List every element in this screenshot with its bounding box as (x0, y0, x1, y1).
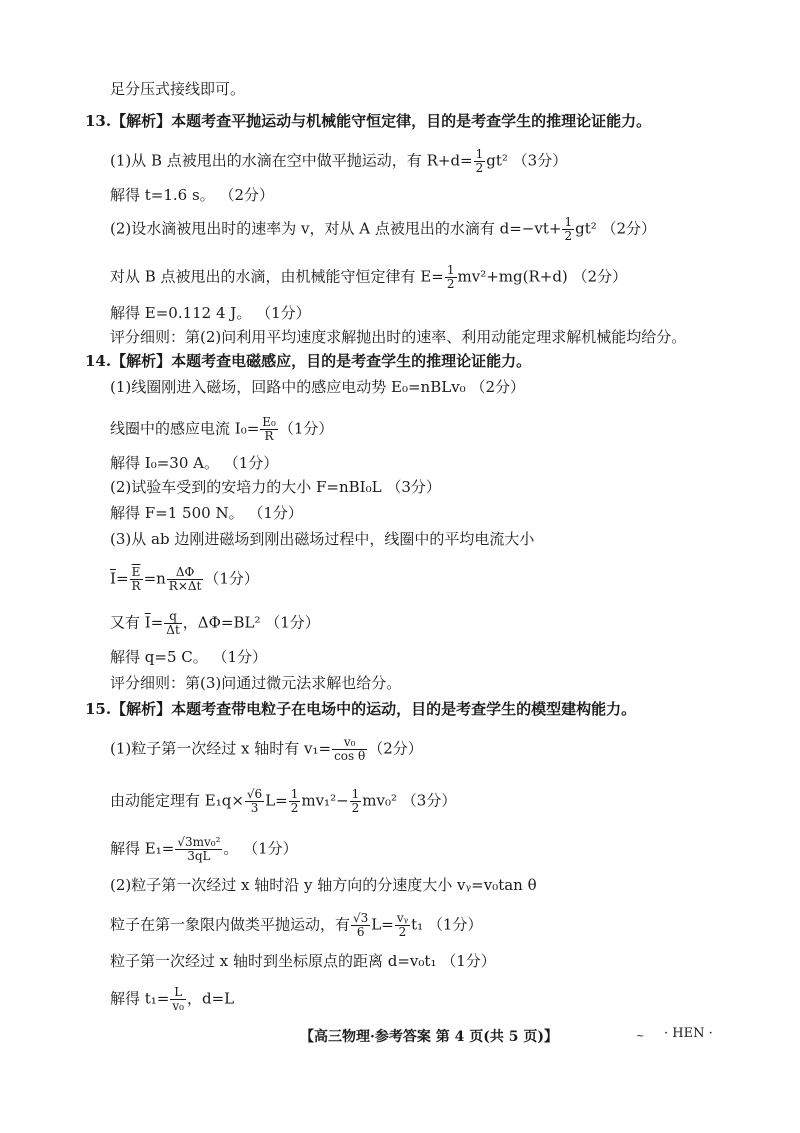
fraction: $\frac{\text{v₀}}{\text{cos θ}}$ (334, 735, 366, 763)
equation-line: (2)设水滴被甩出时的速率为 v，对从 A 点被甩出的水滴有 d=−vt+ $\frac{1}{2}$ gt² （2分） (110, 215, 657, 243)
text-line: 解得 q=5 C。 （1分） (110, 648, 268, 666)
equation-line: 又有 $\overline{I}=$ $\frac{q}{\Delta t}$ ，ΔΦ=BL² （1分） (110, 609, 320, 637)
avg-current-symbol: $\overline{I}$ (110, 569, 116, 588)
question-15-header (85, 698, 636, 720)
text-line: 解得 t=1.6 s。 （2分） (110, 186, 274, 204)
equation-line: 解得 E₁= $\frac{\text{√3mv₀²}}{3qL}$ 。 （1分） (110, 835, 298, 863)
equation-line: (2)粒子第一次经过 x 轴时沿 y 轴方向的分速度大小 vᵧ=v₀tan θ (110, 876, 537, 894)
text-line: 解得 I₀=30 A。 （1分） (110, 454, 279, 472)
q-heading: 本题考查电磁感应，目的是考查学生的推理论证能力。 (171, 352, 532, 370)
equation-line: 粒子第一次经过 x 轴时到坐标原点的距离 d=v₀t₁ （1分） (110, 952, 496, 970)
text-line: 足分压式接线即可。 (110, 80, 246, 98)
equation-line: 解得 t₁= $\frac{L}{\text{v₀}}$ ，d=L (110, 985, 235, 1013)
fraction: $\frac{L}{\text{v₀}}$ (172, 985, 184, 1013)
scan-mark: ~ (636, 1031, 645, 1042)
fraction: $\frac{1}{2}$ (564, 215, 573, 243)
analysis-tag: 【解析】 (111, 352, 172, 370)
grading-note: 评分细则：第(2)问利用平均速度求解抛出时的速率、利用动能定理求解机械能均给分。 (110, 328, 687, 346)
brand-mark: · HEN · (664, 1026, 713, 1041)
fraction: $\frac{\text{E₀}}{R}$ (262, 415, 276, 443)
text-line: (3)从 ab 边刚进磁场到刚出磁场过程中，线圈中的平均电流大小 (110, 530, 535, 548)
fraction: $\frac{√3}{6}$ (353, 911, 369, 939)
q-number: 13. (85, 112, 112, 130)
equation-line: $\overline{I}=$ $\frac{\overline{E}}{R}$ =n $\frac{\Delta\Phi}{R\times\Delta t}$ （1分） (110, 565, 259, 593)
equation-line: (1)粒子第一次经过 x 轴时有 v₁= $\frac{\text{v₀}}{\text{cos θ}}$ （2分） (110, 735, 423, 763)
page-footer: 【高三物理·参考答案 第 4 页(共 5 页)】 (300, 1029, 558, 1045)
q-number: 15. (85, 700, 112, 718)
analysis-tag: 【解析】 (111, 112, 172, 130)
fraction: $\frac{√6}{3}$ (246, 787, 263, 815)
analysis-tag: 【解析】 (111, 700, 172, 718)
grading-note: 评分细则：第(3)问通过微元法求解也给分。 (110, 674, 402, 692)
equation-line: (2)试验车受到的安培力的大小 F=nBI₀L （3分） (110, 478, 441, 496)
text-line: 解得 F=1 500 N。 （1分） (110, 504, 303, 522)
equation-line: 粒子在第一象限内做类平抛运动，有 $\frac{√3}{6}$ L= $\frac{\text{vᵧ}}{2}$ t₁ （1分） (110, 911, 483, 939)
question-14-header (85, 350, 531, 372)
q-heading: 本题考查平抛运动与机械能守恒定律，目的是考查学生的推理论证能力。 (171, 112, 652, 130)
question-13-header (85, 110, 651, 132)
fraction: $\frac{1}{2}$ (351, 787, 360, 815)
equation-line: 线圈中的感应电流 I₀= $\frac{\text{E₀}}{R}$ （1分） (110, 415, 334, 443)
fraction: $\frac{1}{2}$ (290, 787, 299, 815)
equation-line: 由动能定理有 E₁q× $\frac{√6}{3}$ L= $\frac{1}{2}$ mv₁²− $\frac{1}{2}$ mv₀² （3分） (110, 787, 457, 815)
q-heading: 本题考查带电粒子在电场中的运动，目的是考查学生的模型建构能力。 (171, 700, 637, 718)
equation-line: (1)线圈刚进入磁场，回路中的感应电动势 E₀=nBLv₀ （2分） (110, 378, 525, 396)
q-number: 14. (85, 352, 112, 370)
equation-line: 对从 B 点被甩出的水滴，由机械能守恒定律有 E= $\frac{1}{2}$ mv²+mg(R+d) （2分） (110, 263, 628, 291)
avg-current-symbol: $\overline{I}$ (144, 613, 151, 632)
fraction: $\frac{\Delta\Phi}{R\times\Delta t}$ (168, 565, 202, 593)
fraction: $\frac{\text{vᵧ}}{2}$ (396, 911, 409, 939)
fraction: $\frac{1}{2}$ (446, 263, 455, 291)
fraction: $\frac{1}{2}$ (475, 147, 484, 175)
fraction: $\frac{\overline{E}}{R}$ (131, 565, 141, 593)
text-line: 解得 E=0.112 4 J。 （1分） (110, 304, 311, 322)
fraction: $\frac{q}{\Delta t}$ (166, 609, 180, 637)
fraction: $\frac{\text{√3mv₀²}}{3qL}$ (177, 835, 221, 863)
equation-line: (1)从 B 点被甩出的水滴在空中做平抛运动，有 R+d= $\frac{1}{2}$ gt² （3分） (110, 147, 568, 175)
